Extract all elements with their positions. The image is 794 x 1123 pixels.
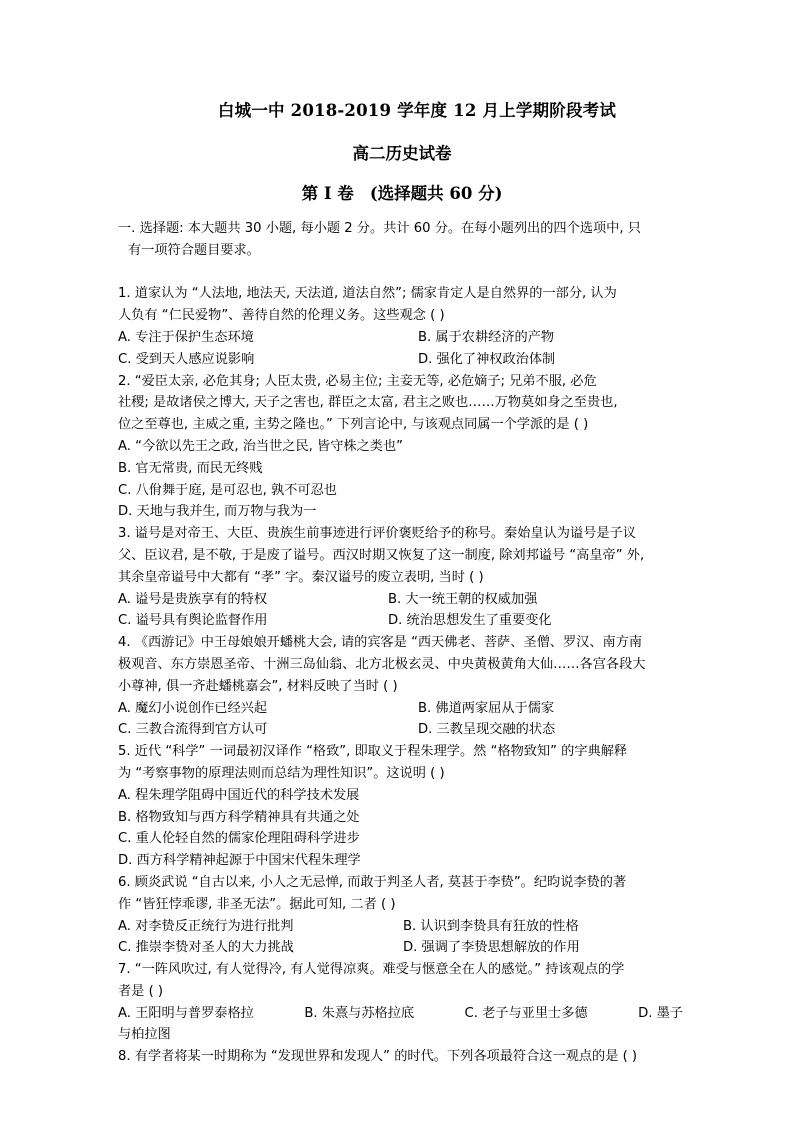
- option-b: B. 属于农耕经济的产物: [418, 329, 555, 345]
- section-note: (选择题共 60 分): [369, 184, 503, 203]
- option-a: A. 专注于保护生态环境: [118, 329, 254, 345]
- option-d: D. 强调了李贽思想解放的作用: [403, 940, 580, 956]
- option-b: B. 格物致知与西方科学精神具有共通之处: [118, 809, 360, 825]
- question-stem: 8. 有学者将某一时期称为 “发现世界和发现人” 的时代。下列各项最符合这一观点的是 ( ): [118, 1049, 638, 1065]
- option-d: D. 墨子: [638, 1005, 683, 1021]
- option-c: C. 受到天人感应说影响: [118, 351, 255, 367]
- option-d: D. 强化了神权政治体制: [418, 351, 556, 367]
- question-stem: 父、臣议君, 是不敬, 于是废了谥号。西汉时期又恢复了这一制度, 除刘邦谥号 “高皇帝” 外,: [118, 547, 645, 563]
- option-c: C. 三教合流得到官方认可: [118, 722, 268, 738]
- question-stem: 1. 道家认为 “人法地, 地法天, 天法道, 道法自然”; 儒家肯定人是自然界的一部分, 认为: [118, 286, 617, 302]
- option-c: C. 老子与亚里士多德: [464, 1005, 588, 1021]
- option-a: A. 谥号是贵族享有的特权: [118, 591, 268, 607]
- section-title: 第 I 卷: [301, 184, 354, 203]
- option-row: [118, 349, 683, 371]
- option-a: A. “今欲以先王之政, 治当世之民, 皆守株之类也”: [118, 438, 403, 454]
- option-row: [118, 698, 683, 720]
- question-body: [118, 218, 683, 1068]
- option-c: C. 八佾舞于庭, 是可忍也, 孰不可忍也: [118, 482, 337, 498]
- question-stem: 人负有 “仁民爱物”、善待自然的伦理义务。这些观念 ( ): [118, 308, 445, 324]
- question-stem: 5. 近代 “科学” 一词最初汉译作 “格致”, 即取义于程朱理学。然 “格物致知” 的字典解释: [118, 744, 628, 760]
- option-row: [118, 916, 683, 938]
- question-stem: 者是 ( ): [118, 983, 164, 999]
- section-heading: [0, 180, 794, 204]
- option-row: [118, 327, 683, 349]
- option-row: [118, 719, 683, 741]
- question-stem: 6. 顾炎武说 “自古以来, 小人之无忌惮, 而敢于判圣人者, 莫甚于李贽”。纪昀说李贽的著: [118, 874, 627, 890]
- question-stem: 4. 《西游记》中王母娘娘开蟠桃大会, 请的宾客是 “西天佛老、菩萨、圣僧、罗汉、南方南: [118, 635, 643, 651]
- question-stem: 为 “考察事物的原理法则而总结为理性知识”。这说明 ( ): [118, 765, 445, 781]
- question-stem: 7. “一阵风吹过, 有人觉得冷, 有人觉得凉爽。难受与惬意全在人的感觉。” 持该观点的学: [118, 962, 625, 978]
- option-d: D. 统治思想发生了重要变化: [388, 613, 552, 629]
- option-a: A. 对李贽反正统行为进行批判: [118, 918, 294, 934]
- question-stem: 作 “皆狂悖乖谬, 非圣无法”。据此可知, 二者 ( ): [118, 896, 396, 912]
- option-d: D. 天地与我并生, 而万物与我为一: [118, 504, 317, 520]
- exam-subtitle: 高二历史试卷: [352, 144, 452, 163]
- exam-title: 白城一中 2018-2019 学年度 12 月上学期阶段考试: [217, 101, 617, 120]
- question-stem: 其余皇帝谥号中大都有 “孝” 字。秦汉谥号的废立表明, 当时 ( ): [118, 569, 484, 585]
- option-c: C. 谥号具有舆论监督作用: [118, 613, 268, 629]
- question-stem: 2. “爱臣太亲, 必危其身; 人臣太贵, 必易主位; 主妾无等, 必危嫡子; 兄弟不服, 必危: [118, 373, 597, 389]
- option-b: B. 认识到李贽具有狂放的性格: [403, 918, 579, 934]
- question-stem: 位之至尊也, 主威之重, 主势之隆也。” 下列言论中, 与该观点同属一个学派的是 ( ): [118, 417, 589, 433]
- question-stem: 极观音、东方崇恩圣帝、十洲三岛仙翁、北方北极玄灵、中央黄极黄角大仙……各宫各段大: [118, 656, 646, 672]
- option-a: A. 王阳明与普罗泰格拉: [118, 1005, 254, 1021]
- option-b: B. 大一统王朝的权威加强: [388, 591, 538, 607]
- instructions-line: 一. 选择题: 本大题共 30 小题, 每小题 2 分。共计 60 分。在每小题列出的四个选项中, 只: [118, 221, 641, 236]
- option-d-continued: 与柏拉图: [118, 1027, 171, 1043]
- question-stem: 3. 谥号是对帝王、大臣、贵族生前事迹进行评价褒贬给予的称号。秦始皇认为谥号是子议: [118, 526, 636, 542]
- option-b: B. 佛道两家屈从于儒家: [418, 700, 555, 716]
- option-a: A. 魔幻小说创作已经兴起: [118, 700, 268, 716]
- option-d: D. 三教呈现交融的状态: [418, 722, 556, 738]
- question-stem: 社稷; 是故诸侯之博大, 天子之害也, 群臣之太富, 君主之败也……万物莫如身之至贵也,: [118, 395, 618, 411]
- option-c: C. 重人伦轻自然的儒家伦理阻碍科学进步: [118, 831, 360, 847]
- option-b: B. 官无常贵, 而民无终贱: [118, 460, 263, 476]
- option-c: C. 推崇李贽对圣人的大力挑战: [118, 940, 294, 956]
- instructions-line: 有一项符合题目要求。: [128, 242, 260, 258]
- question-stem: 小尊神, 俱一齐赴蟠桃嘉会”, 材料反映了当时 ( ): [118, 678, 398, 694]
- option-row: [118, 937, 683, 959]
- option-row: [118, 589, 683, 611]
- option-row: [118, 610, 683, 632]
- option-d: D. 西方科学精神起源于中国宋代程朱理学: [118, 853, 361, 869]
- option-row: [118, 1003, 683, 1025]
- option-b: B. 朱熹与苏格拉底: [304, 1005, 415, 1021]
- option-a: A. 程朱理学阻碍中国近代的科学技术发展: [118, 787, 360, 803]
